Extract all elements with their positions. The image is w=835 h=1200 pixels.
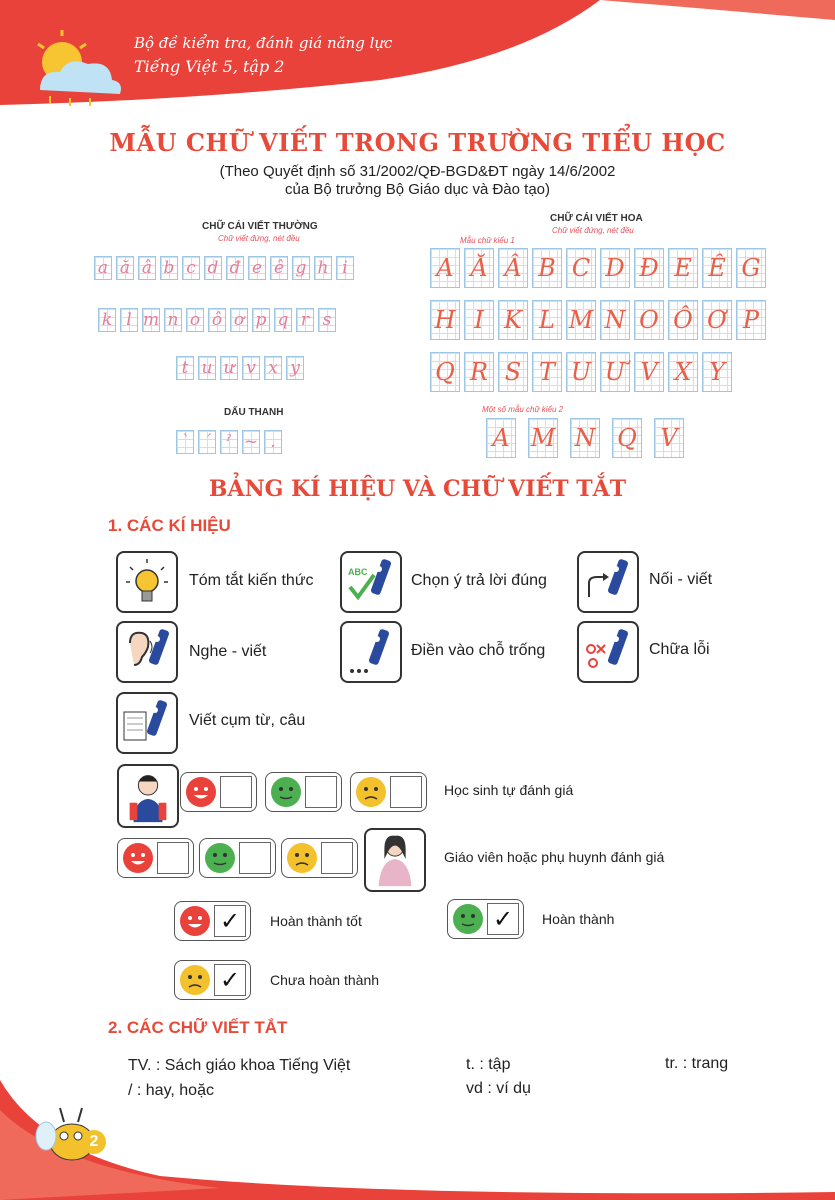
connect-label: Nối - viết (649, 571, 713, 588)
uppercase-letter-cell: X (668, 352, 698, 392)
uppercase-row-1 (430, 248, 766, 288)
done-box (447, 899, 524, 939)
teacher-eval-yellow-checkbox[interactable] (321, 842, 353, 874)
handwriting-subtitle (0, 163, 835, 199)
teacher-eval-green-box (199, 838, 276, 878)
self-eval-label: Học sinh tự đánh giá (444, 782, 574, 798)
uppercase-style2-letter-cell: V (654, 418, 684, 458)
uppercase-row-2 (430, 300, 766, 340)
done-well-label: Hoàn thành tốt (270, 913, 362, 929)
uppercase-row-3 (430, 352, 732, 392)
uppercase-letter-cell: A (430, 248, 460, 288)
footer-decoration (0, 1080, 835, 1200)
summary-label: Tóm tắt kiến thức (189, 572, 314, 589)
listen-label: Nghe - viết (189, 643, 267, 660)
uppercase-letter-cell: U (566, 352, 596, 392)
lowercase-row-3 (176, 356, 304, 380)
abbr-heading: 2. CÁC CHỮ VIẾT TẮT (108, 1018, 288, 1037)
lowercase-letter-cell: u (198, 356, 216, 380)
uppercase-letter-cell: M (566, 300, 596, 340)
uppercase-letter-cell: C (566, 248, 596, 288)
uppercase-letter-cell: D (600, 248, 630, 288)
abbr-vd: vd : ví dụ (466, 1080, 531, 1097)
subtitle-line1: (Theo Quyết định số 31/2002/QĐ-BGD&ĐT ngày 14/6/2002 (219, 163, 616, 180)
write-sentence-icon (116, 692, 178, 754)
yellow-face-icon (286, 842, 318, 874)
lowercase-heading: CHỮ CÁI VIẾT THƯỜNG (202, 221, 318, 232)
header-ribbon (0, 0, 835, 110)
teacher-eval-yellow-box (281, 838, 358, 878)
lowercase-letter-cell: s (318, 308, 336, 332)
tone-heading: DẤU THANH (224, 407, 284, 418)
lowercase-letter-cell: ơ (230, 308, 248, 332)
uppercase-style2-letter-cell: N (570, 418, 600, 458)
tone-marks-row (176, 430, 282, 454)
uppercase-letter-cell: T (532, 352, 562, 392)
abbr-slash: / : hay, hoặc (128, 1082, 214, 1099)
teacher-eval-red-box (117, 838, 194, 878)
student-icon (117, 764, 179, 828)
tone-mark-cell: . (264, 430, 282, 454)
self-eval-green-checkbox[interactable] (305, 776, 337, 808)
teacher-eval-green-checkbox[interactable] (239, 842, 271, 874)
uppercase-letter-cell: P (736, 300, 766, 340)
lowercase-letter-cell: k (98, 308, 116, 332)
uppercase-letter-cell: Ư (600, 352, 630, 392)
teacher-eval-label: Giáo viên hoặc phụ huynh đánh giá (444, 849, 665, 865)
uppercase-letter-cell: Â (498, 248, 528, 288)
write-label: Viết cụm từ, câu (189, 712, 306, 729)
red-face-icon (185, 776, 217, 808)
tone-mark-cell: ` (176, 430, 194, 454)
lowercase-letter-cell: d (204, 256, 222, 280)
self-eval-green-box (265, 772, 342, 812)
lowercase-letter-cell: x (264, 356, 282, 380)
red-face-icon (122, 842, 154, 874)
lowercase-letter-cell: t (176, 356, 194, 380)
tone-mark-cell: ~ (243, 432, 259, 452)
connect-write-icon (577, 551, 639, 613)
symbols-title: BẢNG KÍ HIỆU VÀ CHỮ VIẾT TẮT (208, 476, 627, 502)
lowercase-letter-cell: v (242, 356, 260, 380)
fill-blank-icon (340, 621, 402, 683)
uppercase-letter-cell: B (532, 248, 562, 288)
self-eval-red-checkbox[interactable] (220, 776, 252, 808)
lightbulb-icon (116, 551, 178, 613)
lowercase-letter-cell: ă (116, 256, 134, 280)
fix-error-icon (577, 621, 639, 683)
uppercase-style2-letter-cell: Q (612, 418, 642, 458)
green-face-icon (452, 903, 484, 935)
lowercase-letter-cell: y (286, 356, 304, 380)
lowercase-letter-cell: p (252, 308, 270, 332)
uppercase-style2-letter-cell: M (528, 418, 558, 458)
uppercase-style1-label: Mẫu chữ kiểu 1 (460, 236, 515, 245)
choose-label: Chọn ý trả lời đúng (411, 572, 547, 589)
uppercase-letter-cell: L (532, 300, 562, 340)
lowercase-row-2 (98, 308, 336, 332)
lowercase-letter-cell: r (296, 308, 314, 332)
lowercase-letter-cell: o (186, 308, 204, 332)
lowercase-letter-cell: ê (270, 256, 288, 280)
self-eval-yellow-checkbox[interactable] (390, 776, 422, 808)
fix-label: Chữa lỗi (649, 641, 710, 658)
green-face-icon (270, 776, 302, 808)
uppercase-letter-cell: O (634, 300, 664, 340)
done-check[interactable]: ✓ (487, 903, 519, 935)
uppercase-style2-row (486, 418, 684, 458)
uppercase-style2-label: Một số mẫu chữ kiểu 2 (482, 405, 564, 414)
teacher-icon (364, 828, 426, 892)
symbols-heading: 1. CÁC KÍ HIỆU (108, 516, 231, 535)
lowercase-letter-cell: â (138, 256, 156, 280)
uppercase-letter-cell: Ă (464, 248, 494, 288)
not-done-box (174, 960, 251, 1000)
uppercase-heading: CHỮ CÁI VIẾT HOA (550, 213, 643, 224)
uppercase-letter-cell: Ơ (702, 300, 732, 340)
uppercase-letter-cell: Q (430, 352, 460, 392)
abbr-t: t. : tập (466, 1056, 511, 1073)
done-well-check[interactable]: ✓ (214, 905, 246, 937)
tone-mark-cell: ´ (198, 430, 216, 454)
done-well-box (174, 901, 251, 941)
svg-text:ABC: ABC (348, 567, 368, 577)
uppercase-letter-cell: Ô (668, 300, 698, 340)
header-book: Tiếng Việt 5, tập 2 (134, 57, 285, 76)
lowercase-letter-cell: n (164, 308, 182, 332)
teacher-eval-red-checkbox[interactable] (157, 842, 189, 874)
uppercase-letter-cell: S (498, 352, 528, 392)
lowercase-letter-cell: m (142, 310, 160, 330)
lowercase-letter-cell: ô (208, 308, 226, 332)
yellow-face-icon (355, 776, 387, 808)
lowercase-letter-cell: l (120, 308, 138, 332)
tone-mark-cell: ˀ (220, 430, 238, 454)
uppercase-note: Chữ viết đứng, nét đều (552, 226, 634, 235)
uppercase-letter-cell: R (464, 352, 494, 392)
not-done-check[interactable]: ✓ (214, 964, 246, 996)
subtitle-line2: của Bộ trưởng Bộ Giáo dục và Đào tạo) (284, 181, 551, 198)
page-number: 2 (82, 1130, 106, 1154)
yellow-face-icon (179, 964, 211, 996)
uppercase-letter-cell: N (600, 300, 630, 340)
lowercase-letter-cell: h (314, 256, 332, 280)
lowercase-letter-cell: ư (220, 356, 238, 380)
handwriting-title: MẪU CHỮ VIẾT TRONG TRƯỜNG TIỂU HỌC (109, 128, 726, 157)
lowercase-letter-cell: đ (226, 256, 244, 280)
red-face-icon (179, 905, 211, 937)
uppercase-letter-cell: V (634, 352, 664, 392)
uppercase-letter-cell: G (736, 248, 766, 288)
lowercase-letter-cell: q (274, 308, 292, 332)
uppercase-letter-cell: Ê (702, 248, 732, 288)
uppercase-letter-cell: K (498, 300, 528, 340)
uppercase-letter-cell: Y (702, 352, 732, 392)
uppercase-letter-cell: H (430, 300, 460, 340)
uppercase-letter-cell: I (464, 300, 494, 340)
choose-answer-icon (340, 551, 402, 613)
lowercase-note: Chữ viết đứng, nét đều (218, 234, 300, 243)
fill-label: Điền vào chỗ trống (411, 642, 546, 659)
lowercase-letter-cell: g (292, 256, 310, 280)
uppercase-style2-letter-cell: A (486, 418, 516, 458)
lowercase-row-1 (94, 256, 354, 280)
abbr-tr: tr. : trang (665, 1055, 729, 1072)
lowercase-letter-cell: b (160, 256, 178, 280)
uppercase-letter-cell: E (668, 248, 698, 288)
not-done-label: Chưa hoàn thành (270, 972, 380, 988)
lowercase-letter-cell: a (94, 256, 112, 280)
lowercase-letter-cell: e (248, 256, 266, 280)
header-series: Bộ đề kiểm tra, đánh giá năng lực (134, 34, 393, 52)
green-face-icon (204, 842, 236, 874)
done-label: Hoàn thành (542, 911, 615, 927)
listen-icon (116, 621, 178, 683)
uppercase-letter-cell: Đ (634, 248, 664, 288)
abbr-tv: TV. : Sách giáo khoa Tiếng Việt (128, 1057, 351, 1074)
lowercase-letter-cell: c (182, 256, 200, 280)
self-eval-red-box (180, 772, 257, 812)
lowercase-letter-cell: i (336, 256, 354, 280)
self-eval-yellow-box (350, 772, 427, 812)
